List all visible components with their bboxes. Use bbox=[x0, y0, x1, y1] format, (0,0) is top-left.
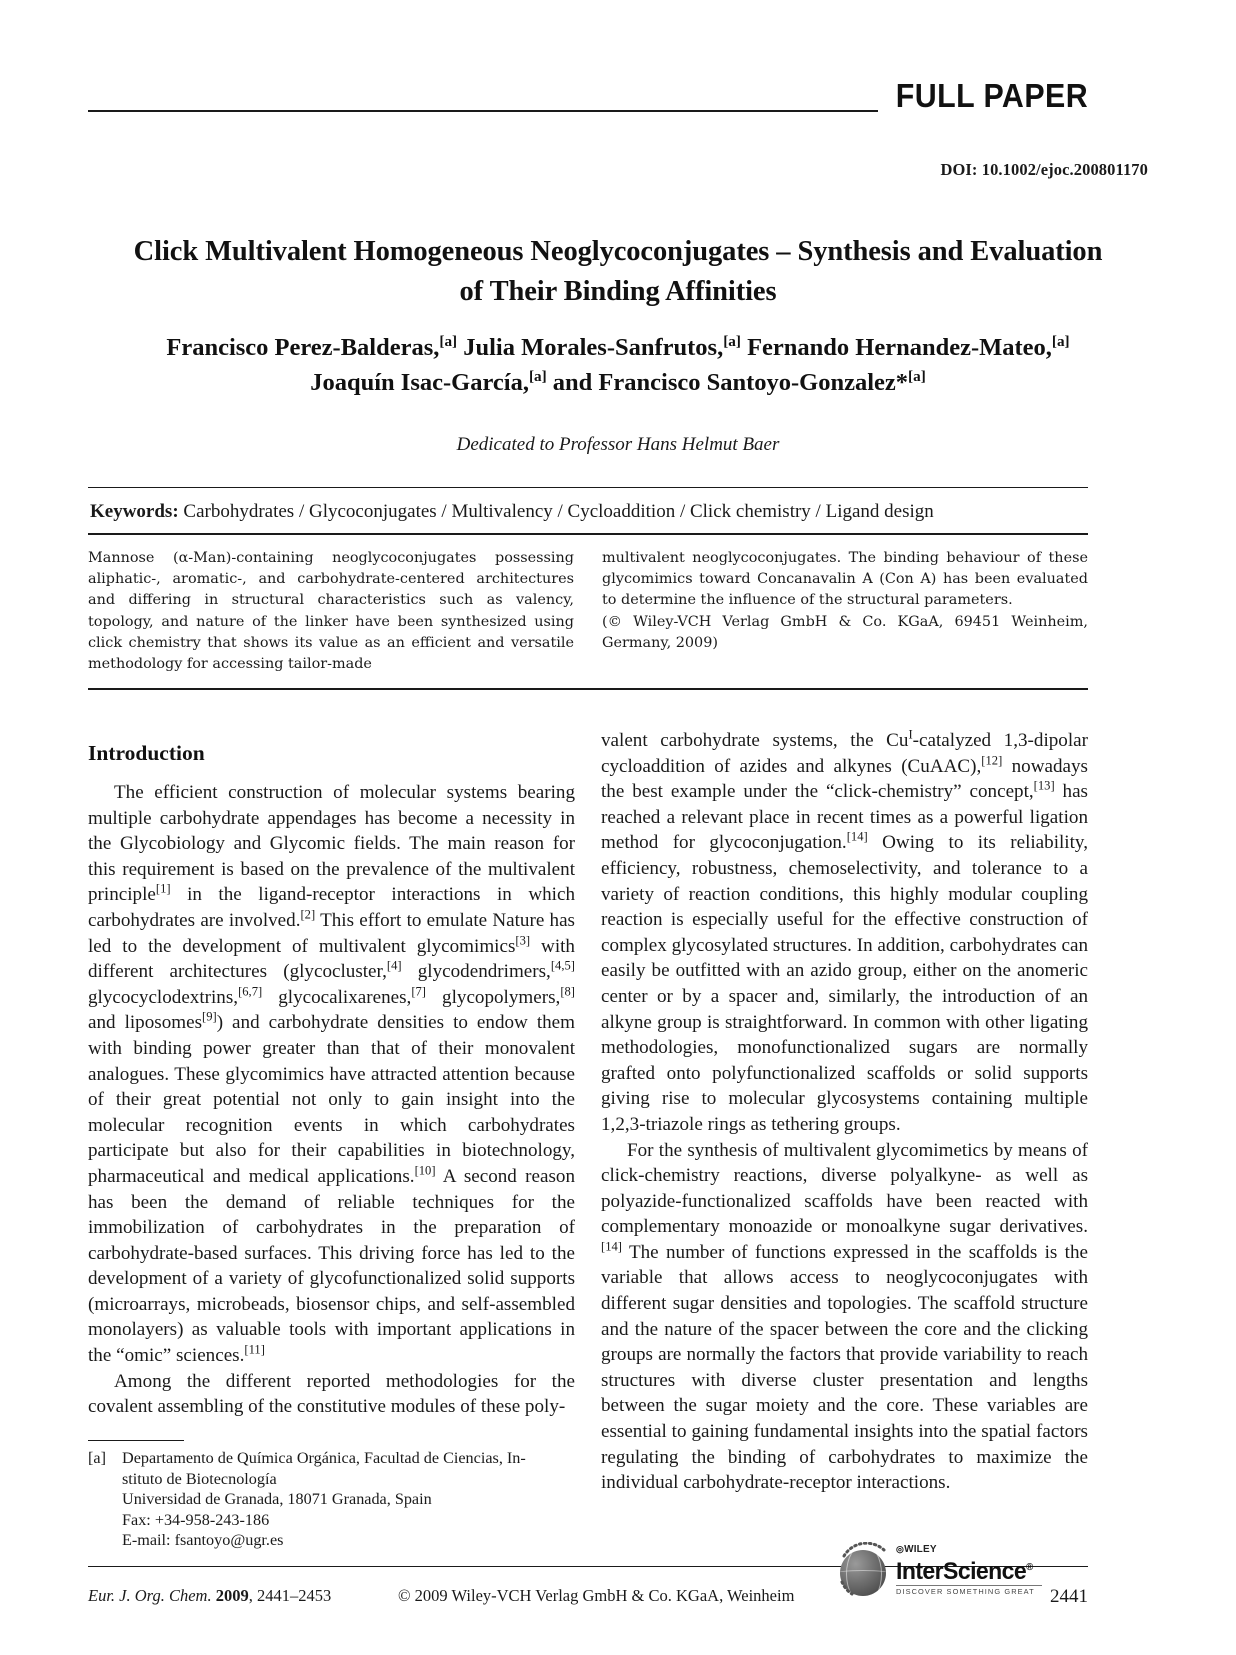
footnote-marker: [a] bbox=[88, 1449, 106, 1467]
interscience-label: InterScience bbox=[896, 1558, 1027, 1585]
author-name-5: and Francisco Santoyo-Gonzalez* bbox=[546, 369, 909, 396]
citation-ref: [4] bbox=[386, 958, 402, 973]
abstract-rule-bottom bbox=[88, 688, 1088, 690]
paragraph: Among the different reported methodologies for the covalent assembling of the constitutive modules of these poly- bbox=[88, 1370, 575, 1418]
page-title: Click Multivalent Homogeneous Neoglycoconjugates – Synthesis and Evaluation of Their Binding Affinities bbox=[133, 236, 1103, 307]
footnote-rule bbox=[88, 1440, 184, 1441]
citation-ref: [2] bbox=[300, 907, 316, 922]
abstract bbox=[88, 548, 1088, 675]
paragraph bbox=[88, 780, 575, 1369]
author-name-1: Francisco Perez-Balderas, bbox=[166, 334, 440, 361]
footer-copyright: © 2009 Wiley-VCH Verlag GmbH & Co. KGaA, Weinheim bbox=[398, 1586, 795, 1605]
running-head-label: FULL PAPER bbox=[895, 77, 1088, 114]
author-affiliation-marker: [a] bbox=[723, 332, 741, 350]
abstract-text-left: Mannose (α-Man)-containing neoglycoconjugates possessing aliphatic-, aromatic-, and carbohydrate-centered architectures and differing in structural characteristics such as valency, topology, and nature of the linker have been synthesized using click chemistry that shows its value as an efficient and versatile methodology for accessing tailor-made bbox=[88, 550, 574, 673]
page-footer bbox=[88, 1544, 1088, 1620]
paragraph-text: glycocalixarenes, bbox=[262, 986, 412, 1008]
paragraph-text: The efficient construction of molecular systems bearing multiple carbohydrate appendages has become a necessity in the Glycobiology and Glycomic fields. The main reason for this requirement is based on the prevalence of the multivalent principle bbox=[88, 782, 575, 906]
body-column-right bbox=[601, 728, 1088, 1496]
logo-tagline: DISCOVER SOMETHING GREAT bbox=[896, 1585, 1042, 1597]
footer-journal-name: Eur. J. Org. Chem. bbox=[88, 1586, 212, 1605]
dedication: Dedicated to Professor Hans Helmut Baer bbox=[456, 434, 780, 455]
citation-ref: [8] bbox=[560, 984, 575, 999]
author-name-2: Julia Morales-Sanfrutos, bbox=[457, 334, 724, 361]
citation-ref: [12] bbox=[981, 753, 1003, 768]
footnote-line: stituto de Biotecnología bbox=[122, 1469, 277, 1488]
citation-ref: [6,7] bbox=[238, 984, 263, 999]
registered-mark: ® bbox=[1026, 1562, 1033, 1573]
paragraph-text: valent carbohydrate systems, the Cu bbox=[601, 730, 909, 751]
footnote-body bbox=[122, 1448, 575, 1551]
citation-ref: [1] bbox=[155, 882, 171, 897]
citation-ref: [7] bbox=[411, 984, 426, 999]
author-affiliation-marker: [a] bbox=[908, 367, 926, 385]
citation-ref: [14] bbox=[601, 1239, 622, 1254]
paragraph-text: For the synthesis of multivalent glycomimetics by means of click-chemistry reactions, diverse polyalkyne- as well as polyazide-functionalized scaffolds have been reacted with complementary monoazide or monoalkyne sugar derivatives. bbox=[601, 1139, 1088, 1238]
section-heading-introduction: Introduction bbox=[88, 741, 205, 765]
paragraph-text: ) and carbohydrate densities to endow them with binding power greater than that of their monovalent analogues. These glycomimics have attracted attention because of their great potential not only to gain insight into the molecular recognition events in which carbohydrates participate but also for their capabilities in biotechnology, pharmaceutical and medical applications. bbox=[88, 1012, 576, 1187]
interscience-logo bbox=[840, 1542, 1048, 1604]
orbit-arc-icon bbox=[836, 1542, 894, 1600]
paragraph bbox=[601, 1138, 1088, 1496]
citation-ref: [3] bbox=[515, 933, 531, 948]
keywords-rule-bottom bbox=[88, 533, 1088, 535]
abstract-text-right: multivalent neoglycoconjugates. The binding behaviour of these glycomimics toward Concanavalin A (Con A) has been evaluated to determine the influence of the structural parameters. bbox=[602, 550, 1088, 609]
paragraph-text: Owing to its reliability, efficiency, robustness, chemoselectivity, and tolerance to a variety of reaction conditions, this highly modular coupling reaction is especially useful for the effective construction of complex glycosylated structures. In addition, carbohydrates can easily be outfitted with an azido group, either on the anomeric center or by a spacer and, similarly, the introduction of an alkyne group is straightforward. In common with other ligating methodologies, monofunctionalized sugars are normally grafted onto polyfunctionalized scaffolds or solid supports giving rise to molecular glycosystems containing multiple 1,2,3-triazole rings as tethering groups. bbox=[601, 832, 1089, 1135]
author-affiliation-marker: [a] bbox=[528, 367, 547, 385]
body-column-left bbox=[88, 728, 575, 1496]
citation-ref: [14] bbox=[846, 830, 868, 845]
citation-ref: [10] bbox=[414, 1163, 436, 1178]
paragraph-text: This effort to emulate Nature has led to the development of multivalent glycomimics bbox=[88, 909, 575, 957]
page-number: 2441 bbox=[1050, 1586, 1088, 1607]
running-head bbox=[88, 78, 1088, 118]
footer-pages: , 2441–2453 bbox=[248, 1586, 332, 1605]
superscript-oxidation-state: I bbox=[908, 727, 913, 742]
footer-year: 2009 bbox=[215, 1586, 249, 1605]
running-head-rule bbox=[88, 110, 878, 112]
wiley-label: WILEY bbox=[904, 1544, 937, 1555]
author-name-3: Fernando Hernandez-Mateo, bbox=[740, 334, 1052, 361]
paragraph bbox=[601, 728, 1088, 1138]
abstract-column-right bbox=[602, 548, 1088, 675]
author-affiliation-marker: [a] bbox=[1051, 332, 1070, 350]
paragraph-text: glycodendrimers, bbox=[401, 961, 551, 983]
footer-journal-citation bbox=[88, 1586, 331, 1606]
author-list bbox=[110, 330, 1126, 400]
paragraph-text: glycocyclodextrins, bbox=[88, 986, 239, 1008]
footnote-affiliation bbox=[88, 1448, 575, 1551]
citation-ref: [13] bbox=[1033, 778, 1055, 793]
footnote-line: Universidad de Granada, 18071 Granada, Spain bbox=[122, 1490, 432, 1508]
footnote-line: Fax: +34-958-243-186 bbox=[122, 1510, 270, 1529]
paragraph-text: -catalyzed 1,3-dipolar cycloaddition of azides and alkynes (CuAAC), bbox=[601, 730, 1088, 777]
footnote-line: Departamento de Química Orgánica, Facultad de Ciencias, In- bbox=[122, 1449, 526, 1467]
interscience-wordmark bbox=[896, 1555, 1042, 1585]
citation-ref: [4,5] bbox=[550, 958, 575, 973]
footnote-email[interactable]: E-mail: fsantoyo@ugr.es bbox=[122, 1531, 284, 1549]
abstract-column-left bbox=[88, 548, 574, 675]
paragraph-text: with different architectures (glycocluster, bbox=[88, 935, 575, 983]
article-body bbox=[88, 728, 1088, 1496]
logo-text-block bbox=[896, 1544, 1048, 1597]
paragraph-text: A second reason has been the demand of reliable techniques for the immobilization of carbohydrates in the preparation of carbohydrate-based surfaces. This driving force has led to the development of a variety of glycofunctionalized solid supports (microarrays, microbeads, biosensor chips, and self-assembled monolayers) as valuable tools with important applications in the “omic” sciences. bbox=[88, 1165, 575, 1367]
paragraph-text: has reached a relevant place in recent times as a powerful ligation method for glycoconjugation. bbox=[601, 781, 1088, 854]
citation-ref: [9] bbox=[202, 1009, 217, 1024]
author-affiliation-marker: [a] bbox=[439, 332, 458, 350]
paragraph-text: nowadays the best example under the “click-chemistry” concept, bbox=[601, 755, 1088, 803]
keywords-terms: Carbohydrates / Glycoconjugates / Multivalency / Cycloaddition / Click chemistry / Ligand design bbox=[183, 501, 934, 522]
paragraph-text: and liposomes bbox=[88, 1012, 203, 1034]
paragraph-text: glycopolymers, bbox=[426, 986, 561, 1008]
keywords bbox=[90, 499, 1090, 525]
paragraph-text: The number of functions expressed in the scaffolds is the variable that allows access to neoglycoconjugates with different sugar densities and topologies. The scaffold structure and the nature of the spacer between the core and the clicking groups are normally the factors that provide variability to reach structures with diverse cluster presentation and lengths between the sugar moiety and the core. These variables are essential to gaining fundamental insights into the spatial factors regulating the binding of carbohydrates to maximize the individual carbohydrate-receptor interactions. bbox=[601, 1241, 1088, 1494]
author-name-4: Joaquín Isac-García, bbox=[310, 369, 529, 396]
doi-text: DOI: 10.1002/ejoc.200801170 bbox=[940, 160, 1148, 179]
keywords-rule-top bbox=[88, 487, 1088, 488]
citation-ref: [11] bbox=[244, 1342, 265, 1357]
paragraph-text: in the ligand-receptor interactions in which carbohydrates are involved. bbox=[88, 884, 575, 931]
abstract-copyright: (© Wiley-VCH Verlag GmbH & Co. KGaA, 69451 Weinheim, Germany, 2009) bbox=[602, 613, 1088, 651]
keywords-label: Keywords: bbox=[90, 501, 179, 522]
wiley-wordmark: ◎WILEY bbox=[896, 1544, 937, 1555]
